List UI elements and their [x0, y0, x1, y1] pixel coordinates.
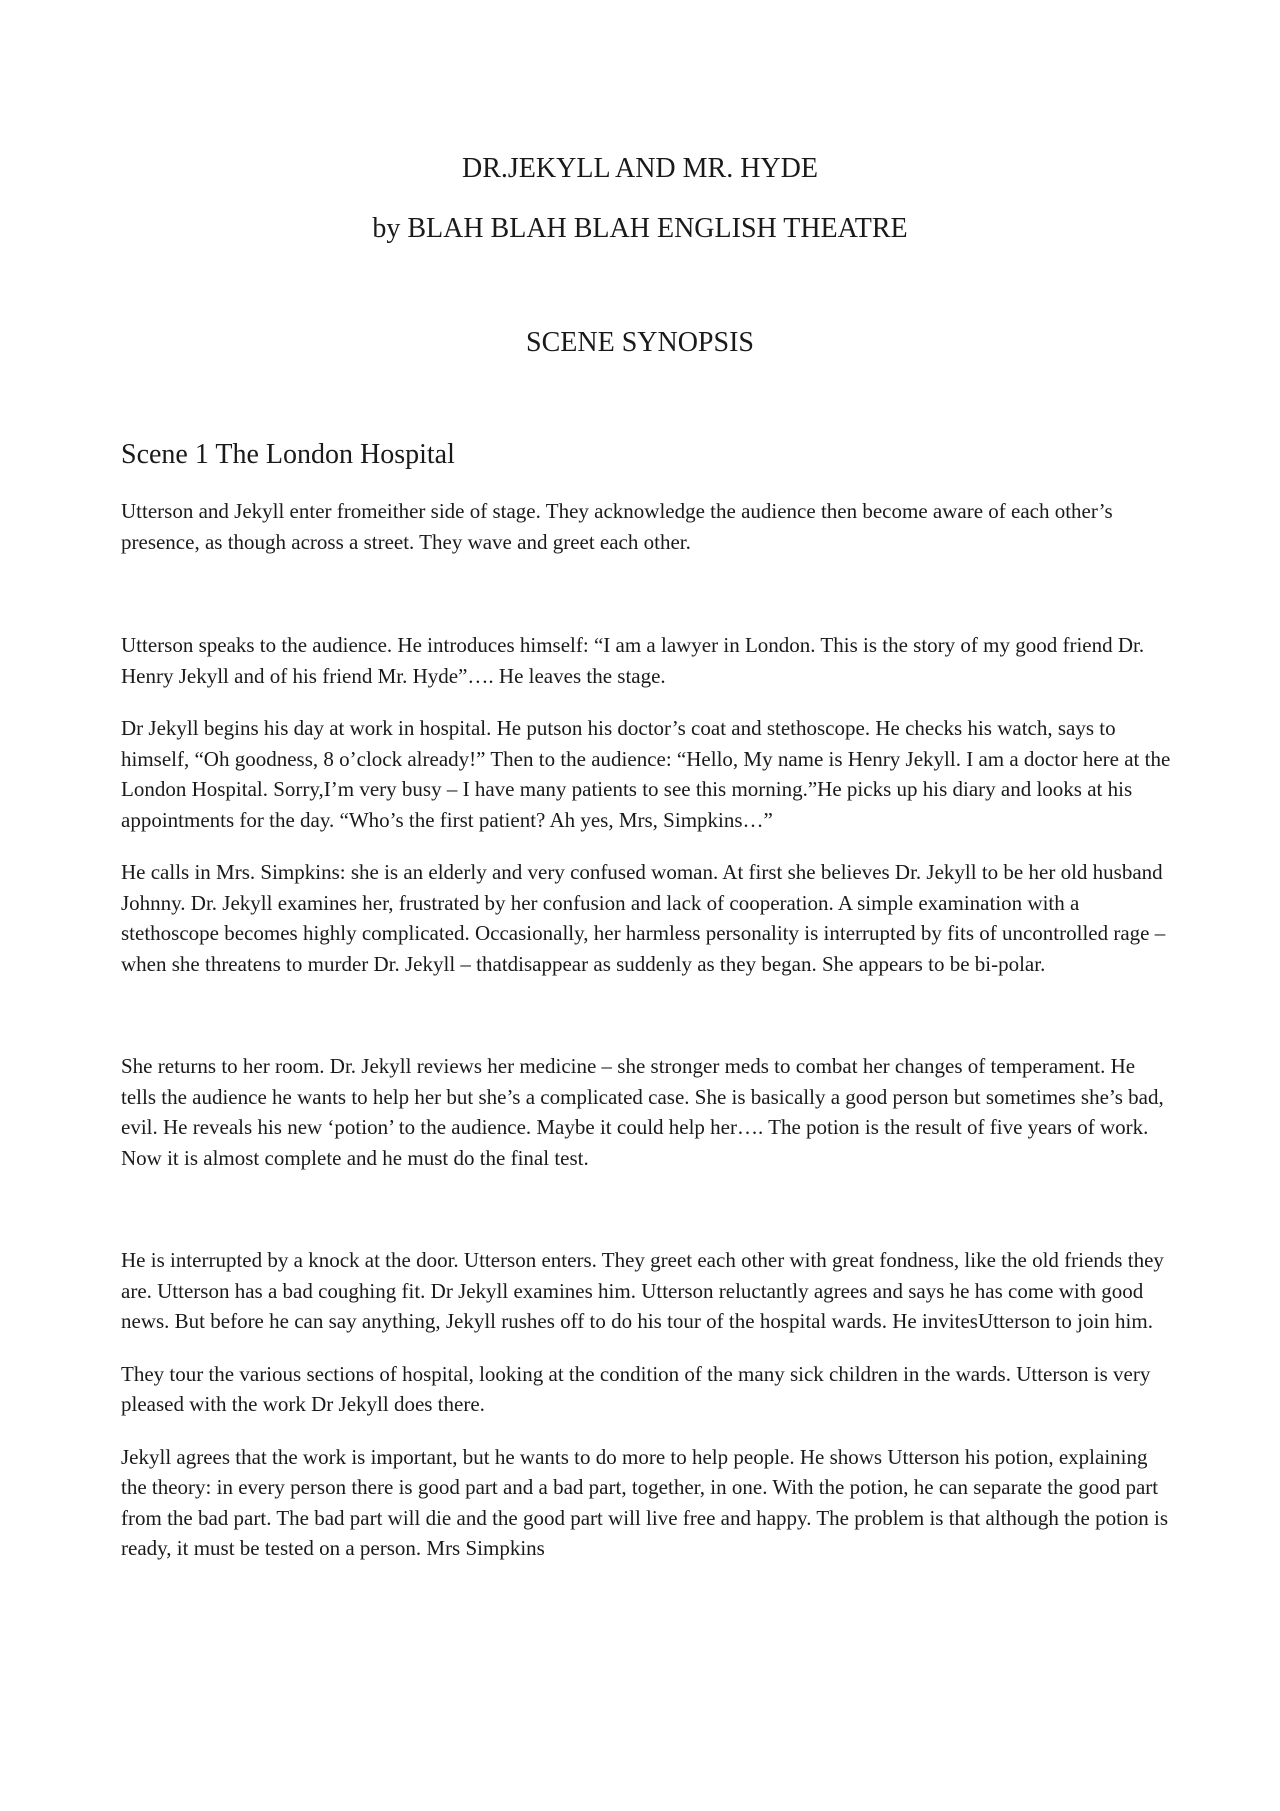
paragraph-spacer	[121, 979, 1171, 1051]
paragraph: They tour the various sections of hospital, looking at the condition of the many sick children in the wards. Utterson is very pleased with the work Dr Jekyll does there.	[121, 1361, 1151, 1416]
paragraph-spacer	[121, 1420, 1171, 1442]
paragraph: Utterson speaks to the audience. He introduces himself: “I am a lawyer in London. This is the story of my good friend Dr. Henry Jekyll and of his friend Mr. Hyde”…. He leaves the stage.	[121, 633, 1145, 688]
paragraph-spacer	[121, 691, 1171, 713]
paragraph-spacer	[121, 1337, 1171, 1359]
section-title: SCENE SYNOPSIS	[526, 327, 754, 358]
document-byline: by BLAH BLAH BLAH ENGLISH THEATRE	[372, 213, 908, 244]
paragraph: Utterson and Jekyll enter fromeither side of stage. They acknowledge the audience then become aware of each other’s presence, as though across a street. They wave and greet each other.	[121, 499, 1113, 554]
paragraph: Dr Jekyll begins his day at work in hospital. He putson his doctor’s coat and stethoscope. He checks his watch, says to himself, “Oh goodness, 8 o’clock already!” Then to the audience: “Hello, My name is Henry Jekyll. I am a doctor here at the London Hospital. Sorry,I’m very busy – I have many patients to see this morning.”He picks up his diary and looks at his appointments for the day. “Who’s the first patient? Ah yes, Mrs, Simpkins…”	[121, 716, 1171, 832]
paragraph-spacer	[121, 835, 1171, 857]
paragraph-spacer	[121, 1173, 1171, 1245]
paragraph: He is interrupted by a knock at the door. Utterson enters. They greet each other with great fondness, like the old friends they are. Utterson has a bad coughing fit. Dr Jekyll examines him. Utterson reluctantly agrees and says he has come with good news. But before he can say anything, Jekyll rushes off to do his tour of the hospital wards. He invitesUtterson to join him.	[121, 1248, 1164, 1333]
paragraph: Jekyll agrees that the work is important, but he wants to do more to help people. He shows Utterson his potion, explaining the theory: in every person there is good part and a bad part, together, in one. With the potion, he can separate the good part from the bad part. The bad part will die and the good part will live free and happy. The problem is that although the potion is ready, it must be tested on a person. Mrs Simpkins	[121, 1444, 1169, 1560]
paragraph-spacer	[121, 557, 1171, 630]
synopsis-body	[121, 496, 1171, 1564]
document-title: DR.JEKYLL AND MR. HYDE	[462, 153, 818, 184]
paragraph: She returns to her room. Dr. Jekyll reviews her medicine – she stronger meds to combat her changes of temperament. He tells the audience he wants to help her but she’s a complicated case. She is basically a good person but sometimes she’s bad, evil. He reveals his new ‘potion’ to the audience. Maybe it could help her…. The potion is the result of five years of work. Now it is almost complete and he must do the final test.	[121, 1054, 1164, 1170]
paragraph: He calls in Mrs. Simpkins: she is an elderly and very confused woman. At first she believes Dr. Jekyll to be her old husband Johnny. Dr. Jekyll examines her, frustrated by her confusion and lack of cooperation. A simple examination with a stethoscope becomes highly complicated. Occasionally, her harmless personality is interrupted by fits of uncontrolled rage –when she threatens to murder Dr. Jekyll – thatdisappear as suddenly as they began. She appears to be bi-polar.	[121, 860, 1166, 976]
scene-heading: Scene 1 The London Hospital	[121, 439, 455, 470]
